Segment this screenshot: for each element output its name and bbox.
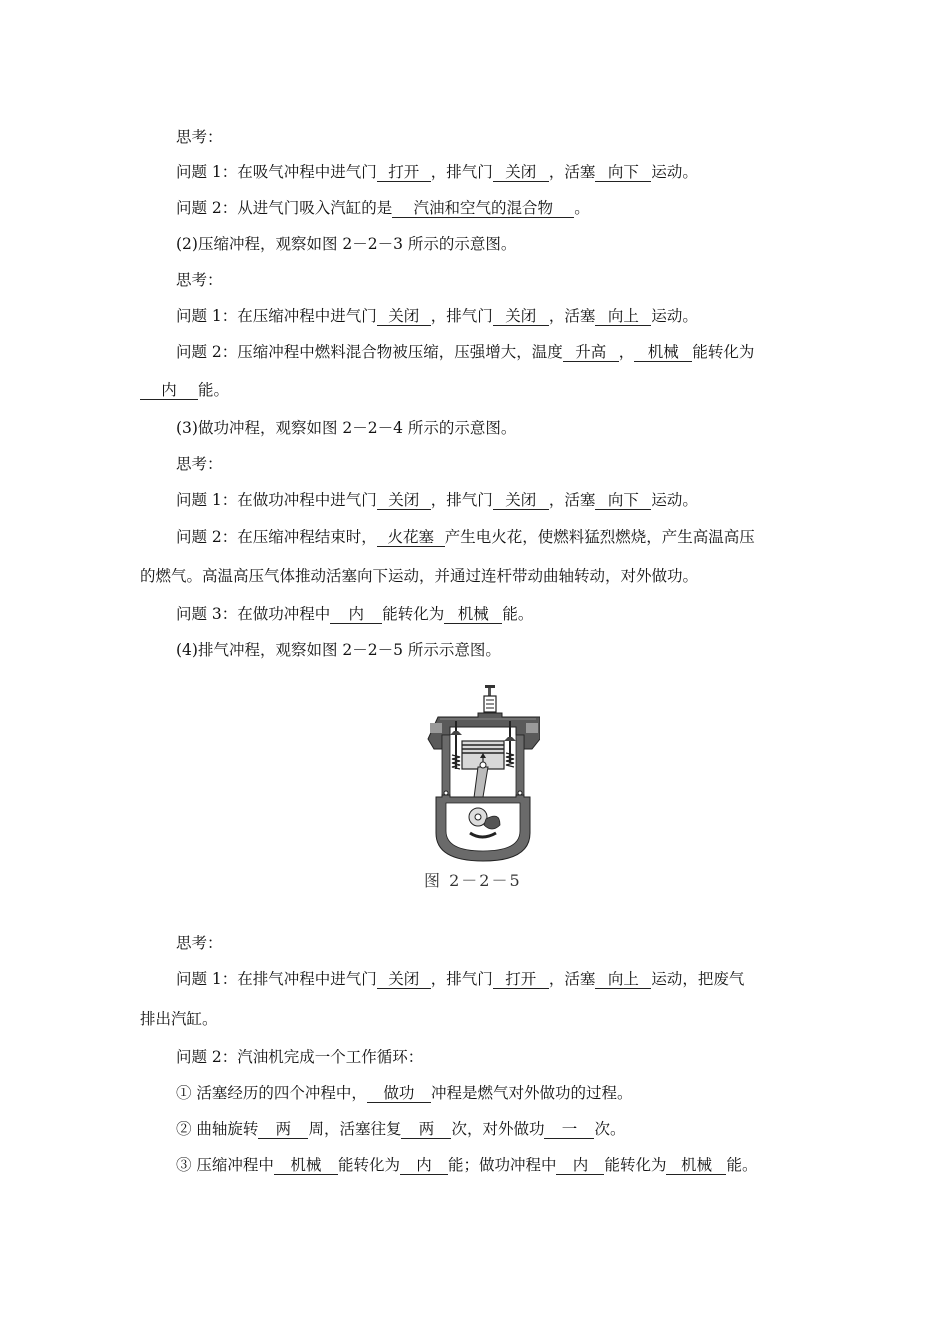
text: ，活塞 [548, 970, 596, 988]
text: 问题 2：从进气门吸入汽缸的是 [176, 199, 393, 217]
sec2-question-2-cont [140, 380, 229, 400]
text: 次。 [594, 1120, 626, 1138]
think-text: 思考： [176, 271, 223, 289]
sec2-question-2 [176, 342, 754, 362]
answer-blank: 打开 [377, 163, 431, 182]
text: 问题 1：在吸气冲程中进气门 [176, 163, 377, 181]
text: ，排气门 [430, 491, 493, 509]
section-title-text: (3)做功冲程，观察如图 2－2－4 所示的示意图。 [176, 419, 517, 437]
sec1-question-2 [176, 198, 590, 218]
section-title [176, 234, 516, 254]
sec3-question-2 [176, 527, 755, 547]
sec4-question-1 [176, 969, 744, 989]
answer-blank: 打开 [493, 970, 549, 989]
figure-caption: 图 2－2－5 [424, 871, 522, 890]
engine-exhaust-stroke-diagram [420, 683, 540, 863]
text: 运动。 [651, 307, 698, 325]
text: 问题 1：在做功冲程中进气门 [176, 491, 377, 509]
text: 周，活塞往复 [308, 1120, 402, 1138]
answer-blank: 向上 [595, 970, 651, 989]
sec4-question-1-cont [140, 1009, 218, 1029]
section-title [176, 418, 516, 438]
section-title [176, 640, 501, 660]
text: ② 曲轴旋转 [176, 1120, 259, 1138]
answer-blank: 关闭 [377, 307, 431, 326]
sec4-question-2-item-3 [176, 1155, 758, 1175]
text: 能。 [726, 1156, 758, 1174]
text: 产生电火花，使燃料猛烈燃烧，产生高温高压 [444, 528, 755, 546]
text: ，活塞 [548, 491, 596, 509]
text: 能转化为 [604, 1156, 667, 1174]
engine-diagram-figure [420, 683, 540, 893]
text: ① 活塞经历的四个冲程中， [176, 1084, 367, 1102]
think-label [176, 454, 223, 474]
sec4-question-2 [176, 1047, 423, 1067]
sec3-question-2-cont [140, 566, 698, 586]
think-label [176, 933, 223, 953]
answer-blank: 内 [400, 1156, 448, 1175]
answer-blank: 一 [544, 1120, 594, 1139]
sec3-question-3 [176, 604, 533, 624]
text: 问题 1：在排气冲程中进气门 [176, 970, 377, 988]
sec1-question-1 [176, 162, 698, 182]
sec3-question-1 [176, 490, 698, 510]
text: 问题 1：在压缩冲程中进气门 [176, 307, 377, 325]
text: ，排气门 [430, 307, 493, 325]
text: 运动，把废气 [651, 970, 745, 988]
think-text: 思考： [176, 128, 223, 146]
text: 运动。 [651, 491, 698, 509]
answer-blank: 向下 [595, 163, 651, 182]
text: 排出汽缸。 [140, 1010, 218, 1028]
think-label [176, 270, 223, 290]
answer-blank: 两 [258, 1120, 308, 1139]
text: 的燃气。高温高压气体推动活塞向下运动，并通过连杆带动曲轴转动，对外做功。 [140, 567, 699, 585]
text: ，活塞 [548, 163, 596, 181]
think-text: 思考： [176, 455, 223, 473]
text: 冲程是燃气对外做功的过程。 [430, 1084, 633, 1102]
answer-blank: 关闭 [493, 491, 549, 510]
answer-blank: 两 [401, 1120, 451, 1139]
text: 能转化为 [692, 343, 755, 361]
answer-blank: 内 [330, 605, 382, 624]
text: 能；做功冲程中 [447, 1156, 557, 1174]
text: 能。 [198, 381, 230, 399]
text: 问题 2：汽油机完成一个工作循环： [176, 1048, 424, 1066]
answer-blank: 关闭 [493, 307, 549, 326]
text: 能。 [502, 605, 534, 623]
section-title-text: (4)排气冲程，观察如图 2－2－5 所示示意图。 [176, 641, 501, 659]
answer-blank: 关闭 [493, 163, 549, 182]
answer-blank: 向上 [595, 307, 651, 326]
section-title-text: (2)压缩冲程，观察如图 2－2－3 所示的示意图。 [176, 235, 517, 253]
text: ，活塞 [548, 307, 596, 325]
text: 次，对外做功 [451, 1120, 545, 1138]
answer-blank: 关闭 [377, 970, 431, 989]
text: ③ 压缩冲程中 [176, 1156, 274, 1174]
text: 。 [574, 199, 590, 217]
answer-blank: 火花塞 [377, 528, 445, 547]
answer-blank: 内 [556, 1156, 604, 1175]
text: 运动。 [651, 163, 698, 181]
answer-blank: 内 [140, 381, 198, 400]
think-label [176, 127, 223, 147]
text: 能转化为 [382, 605, 445, 623]
text: 问题 2：在压缩冲程结束时， [176, 528, 377, 546]
answer-blank: 汽油和空气的混合物 [392, 199, 574, 218]
text: ，排气门 [430, 163, 493, 181]
think-text: 思考： [176, 934, 223, 952]
answer-blank: 机械 [666, 1156, 726, 1175]
sec4-question-2-item-1 [176, 1083, 632, 1103]
answer-blank: 向下 [595, 491, 651, 510]
text: ，排气门 [430, 970, 493, 988]
answer-blank: 机械 [634, 343, 692, 362]
text: ， [618, 343, 635, 361]
sec2-question-1 [176, 306, 698, 326]
text: 能转化为 [337, 1156, 400, 1174]
answer-blank: 机械 [444, 605, 502, 624]
text: 问题 2：压缩冲程中燃料混合物被压缩，压强增大，温度 [176, 343, 563, 361]
answer-blank: 关闭 [377, 491, 431, 510]
answer-blank: 做功 [367, 1084, 431, 1103]
answer-blank: 升高 [563, 343, 619, 362]
text: 问题 3：在做功冲程中 [176, 605, 331, 623]
answer-blank: 机械 [274, 1156, 338, 1175]
sec4-question-2-item-2 [176, 1119, 625, 1139]
